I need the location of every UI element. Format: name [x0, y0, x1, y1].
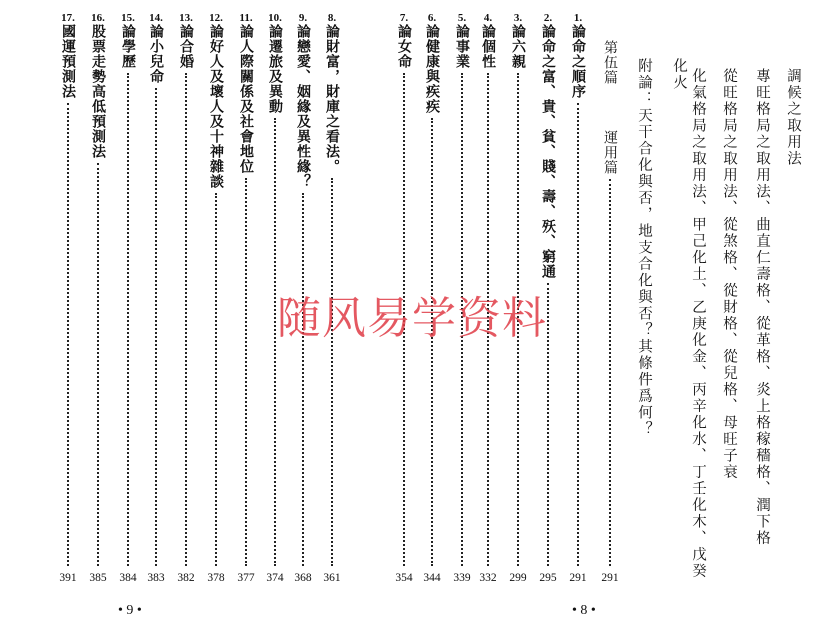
page-number: 332: [479, 572, 497, 584]
page-number: 361: [323, 572, 341, 584]
toc-entry[interactable]: 5. 論事業: [452, 12, 472, 572]
page-number: 383: [147, 572, 165, 584]
toc-entry[interactable]: 9. 論戀愛、姻緣及異性緣？: [293, 12, 313, 572]
page-number: 377: [237, 572, 255, 584]
page-number: 299: [509, 572, 527, 584]
toc-text-column: 專旺格局之取用法、曲直仁壽格、從革格、炎上格稼穡格、潤下格: [754, 68, 770, 547]
page-number: 368: [294, 572, 312, 584]
page-number: 291: [601, 572, 619, 584]
page-number: 354: [395, 572, 413, 584]
leader-dots: [274, 118, 276, 566]
page-folio: • 9 •: [118, 603, 142, 618]
leader-dots: [302, 193, 304, 566]
toc-entry[interactable]: 8. 論財富，財庫之看法。: [322, 12, 342, 572]
toc-text-column: 調候之取用法: [785, 68, 801, 167]
page-number: 385: [89, 572, 107, 584]
toc-entry[interactable]: 12. 論好人及壞人及十神雜談: [206, 12, 226, 572]
toc-entry[interactable]: 2. 論命之富、貴、貧、賤、壽、殀、窮通: [538, 12, 558, 572]
page-number: 344: [423, 572, 441, 584]
toc-entry[interactable]: 3. 論六親: [508, 12, 528, 572]
toc-entry[interactable]: 10. 論遷旅及異動: [265, 12, 285, 572]
leader-dots: [547, 283, 549, 566]
toc-entry[interactable]: 6. 論健康與疾疾: [422, 12, 442, 572]
leader-dots: [155, 88, 157, 566]
section-subtitle: 運用篇: [602, 130, 618, 175]
toc-entry[interactable]: 16. 股票走勢高低預測法: [88, 12, 108, 572]
toc-entry[interactable]: 17. 國運預測法: [58, 12, 78, 572]
page-number: 339: [453, 572, 471, 584]
watermark-text: 随风易学资料: [277, 293, 547, 344]
leader-dots: [331, 178, 333, 566]
toc-text-column: 化氣格局之取用法、甲己化土、乙庚化金、丙辛化水、丁壬化木、戊癸: [690, 68, 706, 580]
page-number: 384: [119, 572, 137, 584]
page-number: 374: [266, 572, 284, 584]
toc-text-column: 附論：天干合化與否，地支合化與否？其條件爲何？: [636, 58, 652, 438]
leader-dots: [127, 73, 129, 566]
page-number: 295: [539, 572, 557, 584]
leader-dots: [245, 178, 247, 566]
leader-dots: [97, 163, 99, 566]
section-subtitle-column: [600, 130, 620, 572]
toc-entry[interactable]: 15. 論學歷: [118, 12, 138, 572]
toc-entry[interactable]: 7. 論女命: [394, 12, 414, 572]
page-number: 382: [177, 572, 195, 584]
page-number: 391: [59, 572, 77, 584]
page-number: 291: [569, 572, 587, 584]
toc-entry[interactable]: 1. 論命之順序: [568, 12, 588, 572]
leader-dots: [577, 103, 579, 566]
leader-dots: [215, 193, 217, 566]
leader-dots: [67, 103, 69, 566]
section-title: 第伍篇: [602, 40, 618, 85]
toc-entry[interactable]: 11. 論人際關係及社會地位: [236, 12, 256, 572]
page-number: 378: [207, 572, 225, 584]
leader-dots: [609, 179, 611, 566]
page-folio: • 8 •: [572, 603, 596, 618]
toc-text-column: 化火: [671, 58, 687, 91]
toc-entry[interactable]: 14. 論小兒命: [146, 12, 166, 572]
toc-entry[interactable]: 13. 論合婚: [176, 12, 196, 572]
toc-entry[interactable]: 4. 論個性: [478, 12, 498, 572]
toc-text-column: 從旺格局之取用法、從煞格、從財格、從兒格、母旺子衰: [721, 68, 737, 481]
leader-dots: [185, 73, 187, 566]
